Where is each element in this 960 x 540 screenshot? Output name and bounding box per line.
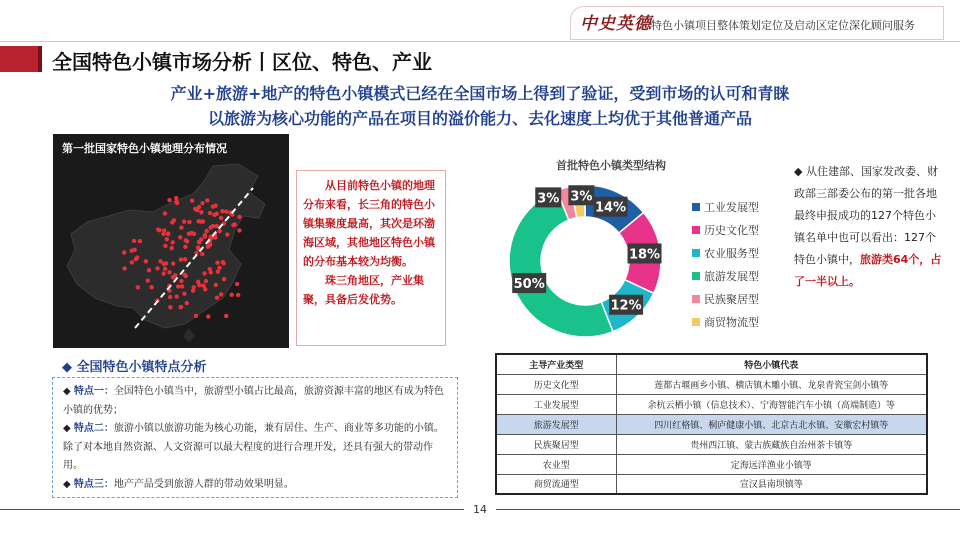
features-title-text: 全国特色小镇特点分析 <box>76 360 207 375</box>
legend-swatch <box>692 249 700 257</box>
town-dot <box>179 225 183 229</box>
table-cell: 工业发展型 <box>496 394 616 414</box>
town-dot <box>176 284 180 288</box>
table-row <box>496 474 927 494</box>
town-dot <box>237 215 241 219</box>
map-note-2: 珠三角地区，产业集聚，具备后发优势。 <box>303 274 424 306</box>
map-note-box <box>296 170 446 346</box>
town-dot <box>165 237 169 241</box>
town-type-table <box>495 353 928 495</box>
footer-line-left <box>0 509 464 510</box>
table-cell: 旅游发展型 <box>496 414 616 434</box>
table-header-representative: 特色小镇代表 <box>616 354 927 374</box>
town-dot <box>136 285 140 289</box>
features-box <box>52 377 458 498</box>
right-note: ◆ 从住建部、国家发改委、财政部三部委公布的第一批各地最终申报成功的127个特色小镇名单中也可以看出：127个特色小镇中，旅游类64个，占了一半以上。 <box>794 165 942 288</box>
legend-swatch <box>692 226 700 234</box>
legend-swatch <box>692 272 700 280</box>
town-dot <box>222 277 226 281</box>
table-cell: 莲都古堰画乡小镇、横店镇木雕小镇、龙泉青瓷宝剑小镇等 <box>616 374 927 394</box>
town-dot <box>170 240 174 244</box>
town-dot <box>170 246 174 250</box>
table-header-type: 主导产业类型 <box>496 354 616 374</box>
town-dot <box>171 275 175 279</box>
table-cell: 余杭云栖小镇（信息技术）、宁海智能汽车小镇（高端制造）等 <box>616 394 927 414</box>
town-dot <box>183 257 187 261</box>
legend-item <box>692 264 759 287</box>
town-dot <box>178 235 182 239</box>
town-dot <box>172 218 176 222</box>
town-dot <box>174 196 178 200</box>
town-dot <box>203 234 207 238</box>
footer-line-right <box>496 509 960 510</box>
town-dot <box>122 266 126 270</box>
brand-logo: 中史英德 <box>580 14 652 34</box>
town-dot <box>179 257 183 261</box>
feature-text-2: 旅游小镇以旅游功能为核心功能，兼有居住、生产、商业等多功能的小镇。除了对本地自然资源、人文资源可以最大程度的进行合理开发，还具有强大的带动作用。 <box>63 423 444 471</box>
svg-text:14%: 14% <box>594 200 627 216</box>
donut-chart <box>500 176 670 346</box>
town-dot <box>200 201 204 205</box>
town-dot <box>219 216 223 220</box>
table-cell: 贵州西江镇、蒙古族藏族自治州茶卡镇等 <box>616 434 927 454</box>
table-cell: 四川红格镇、桐庐健康小镇、北京古北水镇、安徽宏村镇等 <box>616 414 927 434</box>
town-dot <box>122 250 126 254</box>
title-accent-bar-dark <box>38 46 42 72</box>
legend-swatch <box>692 203 700 211</box>
town-dot <box>164 261 168 265</box>
town-dot <box>132 248 136 252</box>
feature-item-2: ◆ 特点二：旅游小镇以旅游功能为核心功能，兼有居住、生产、商业等多功能的小镇。除了对本地自然资源、人文资源可以最大程度的进行合理开发，还具有强大的带动作用。 <box>63 423 444 471</box>
legend-label: 旅游发展型 <box>704 269 759 283</box>
feature-key-3: 特点三： <box>73 478 114 490</box>
donut-label-历史文化型 <box>628 243 662 263</box>
town-dot <box>208 243 212 247</box>
table-row-highlight <box>496 414 927 434</box>
donut-label-工业发展型 <box>594 197 628 217</box>
town-dot <box>182 291 186 295</box>
town-dot <box>179 279 183 283</box>
town-dot <box>163 244 167 248</box>
town-dot <box>196 245 200 249</box>
right-note-highlight: 旅游类64个，占了一半以上。 <box>794 253 942 288</box>
town-dot <box>217 266 221 270</box>
town-dot <box>158 259 162 263</box>
town-dot <box>205 229 209 233</box>
brand-subtitle: 特色小镇项目整体策划定位及启动区定位深化顾问服务 <box>651 19 915 32</box>
town-dot <box>187 220 191 224</box>
town-dot <box>218 229 222 233</box>
town-dot <box>212 213 216 217</box>
town-dot <box>190 199 194 203</box>
legend-item <box>692 195 759 218</box>
legend-label: 农业服务型 <box>704 246 759 260</box>
town-dot <box>192 285 196 289</box>
town-dot <box>194 314 198 318</box>
table-row <box>496 394 927 414</box>
town-dot <box>182 219 186 223</box>
legend-swatch <box>692 295 700 303</box>
town-dot <box>185 239 189 243</box>
hainan-island <box>183 328 195 342</box>
legend-label: 工业发展型 <box>704 200 759 214</box>
header-divider <box>0 41 960 42</box>
town-dot <box>171 261 175 265</box>
town-dot <box>134 257 138 261</box>
town-dot <box>216 270 220 274</box>
town-dot <box>205 198 209 202</box>
town-dot <box>211 224 215 228</box>
town-dot <box>220 209 224 213</box>
table-cell: 宣汉县南坝镇等 <box>616 474 927 494</box>
town-dot <box>168 295 172 299</box>
town-dot <box>174 294 178 298</box>
legend-item <box>692 287 759 310</box>
town-dot <box>185 301 189 305</box>
town-dot <box>147 268 151 272</box>
legend-item <box>692 218 759 241</box>
donut-legend <box>692 195 759 333</box>
town-dot <box>204 279 208 283</box>
town-dot <box>208 211 212 215</box>
town-dot <box>197 240 201 244</box>
feature-key-2: 特点二： <box>73 423 114 434</box>
town-dot <box>149 285 153 289</box>
svg-text:18%: 18% <box>628 247 661 263</box>
svg-text:3%: 3% <box>537 191 560 207</box>
table-header-row <box>496 354 927 374</box>
legend-item <box>692 241 759 264</box>
town-dot <box>225 232 229 236</box>
town-dot <box>162 228 166 232</box>
town-dot <box>132 239 136 243</box>
town-dot <box>219 292 223 296</box>
donut-label-旅游发展型 <box>512 273 546 293</box>
donut-title: 首批特色小镇类型结构 <box>556 159 666 172</box>
table-row <box>496 434 927 454</box>
town-dot <box>183 245 187 249</box>
town-dot <box>179 305 183 309</box>
town-dot <box>224 209 228 213</box>
town-dot <box>202 271 206 275</box>
legend-label: 民族聚居型 <box>704 292 759 306</box>
town-dot <box>195 208 199 212</box>
town-dot <box>221 260 225 264</box>
china-map <box>53 158 289 348</box>
feature-key-1: 特点一： <box>73 386 114 397</box>
town-dot <box>167 198 171 202</box>
subtitle-line-1: 产业+旅游+地产的特色小镇模式已经在全国市场上得到了验证，受到市场的认可和青睐 <box>170 84 790 103</box>
town-dot <box>155 266 159 270</box>
table-cell: 民族聚居型 <box>496 434 616 454</box>
town-dot <box>180 284 184 288</box>
town-dot <box>157 228 161 232</box>
table-cell: 历史文化型 <box>496 374 616 394</box>
feature-item-1: ◆ 特点一：全国特色小镇当中，旅游型小镇占比最高，旅游资源丰富的地区有成为特色小镇的优势； <box>63 386 444 416</box>
town-dot <box>144 259 148 263</box>
town-dot <box>237 228 241 232</box>
title-accent-bar <box>0 46 38 72</box>
table-cell: 商贸流通型 <box>496 474 616 494</box>
svg-text:50%: 50% <box>513 277 545 293</box>
town-dot <box>211 204 215 208</box>
svg-text:3%: 3% <box>570 189 593 205</box>
town-dot <box>206 314 210 318</box>
town-dot <box>166 232 170 236</box>
town-dot <box>138 239 142 243</box>
page-number: 14 <box>473 503 487 516</box>
town-dot <box>214 283 218 287</box>
map-title: 第一批国家特色小镇地理分布情况 <box>53 134 289 158</box>
town-dot <box>235 282 239 286</box>
table-row <box>496 374 927 394</box>
town-dot <box>199 210 203 214</box>
town-dot <box>203 287 207 291</box>
page-title: 全国特色小镇市场分析丨区位、特色、产业 <box>52 50 432 74</box>
town-dot <box>215 260 219 264</box>
right-note-text: 从住建部、国家发改委、财政部三部委公布的第一批各地最终申报成功的127个特色小镇名单中也可以看出：127个特色小镇中， <box>794 165 938 266</box>
town-dot <box>231 223 235 227</box>
feature-item-3: ◆ 特点三：地产产品受到旅游人群的带动效果明显。 <box>63 478 294 490</box>
town-dot <box>236 293 240 297</box>
town-dot <box>167 270 171 274</box>
town-dot <box>197 283 201 287</box>
town-dot <box>161 271 165 275</box>
town-dot <box>130 260 134 264</box>
table-cell: 定海远洋渔业小镇等 <box>616 454 927 474</box>
feature-text-1: 全国特色小镇当中，旅游型小镇占比最高，旅游资源丰富的地区有成为特色小镇的优势； <box>63 386 444 416</box>
legend-swatch <box>692 318 700 326</box>
town-dot <box>198 219 202 223</box>
town-dot <box>146 278 150 282</box>
features-title: ◆ 全国特色小镇特点分析 <box>62 360 207 375</box>
town-dot <box>168 305 172 309</box>
donut-label-商贸物流型 <box>568 185 594 205</box>
town-dot <box>208 267 212 271</box>
legend-label: 历史文化型 <box>704 223 759 237</box>
town-dot <box>200 252 204 256</box>
town-dot <box>163 267 167 271</box>
town-dot <box>192 232 196 236</box>
subtitle-line-2: 以旅游为核心功能的产品在项目的溢价能力、去化速度上均优于其他普通产品 <box>207 109 752 128</box>
town-dot <box>215 295 219 299</box>
town-dot <box>163 211 167 215</box>
legend-label: 商贸物流型 <box>704 315 759 329</box>
table-cell: 农业型 <box>496 454 616 474</box>
donut-label-民族聚居型 <box>535 187 561 207</box>
legend-item <box>692 310 759 333</box>
feature-text-3: 地产产品受到旅游人群的带动效果明显。 <box>113 478 294 490</box>
town-dot <box>229 293 233 297</box>
town-dot <box>215 224 219 228</box>
table-row <box>496 454 927 474</box>
donut-label-农业服务型 <box>609 295 643 315</box>
svg-text:12%: 12% <box>610 298 642 314</box>
town-dot <box>182 272 186 276</box>
town-dot <box>224 314 228 318</box>
map-note-1: 从目前特色小镇的地理分布来看，长三角的特色小镇集聚度最高，其次是环渤海区域，其他地区特色小镇的分布基本较为均衡。 <box>303 179 435 268</box>
